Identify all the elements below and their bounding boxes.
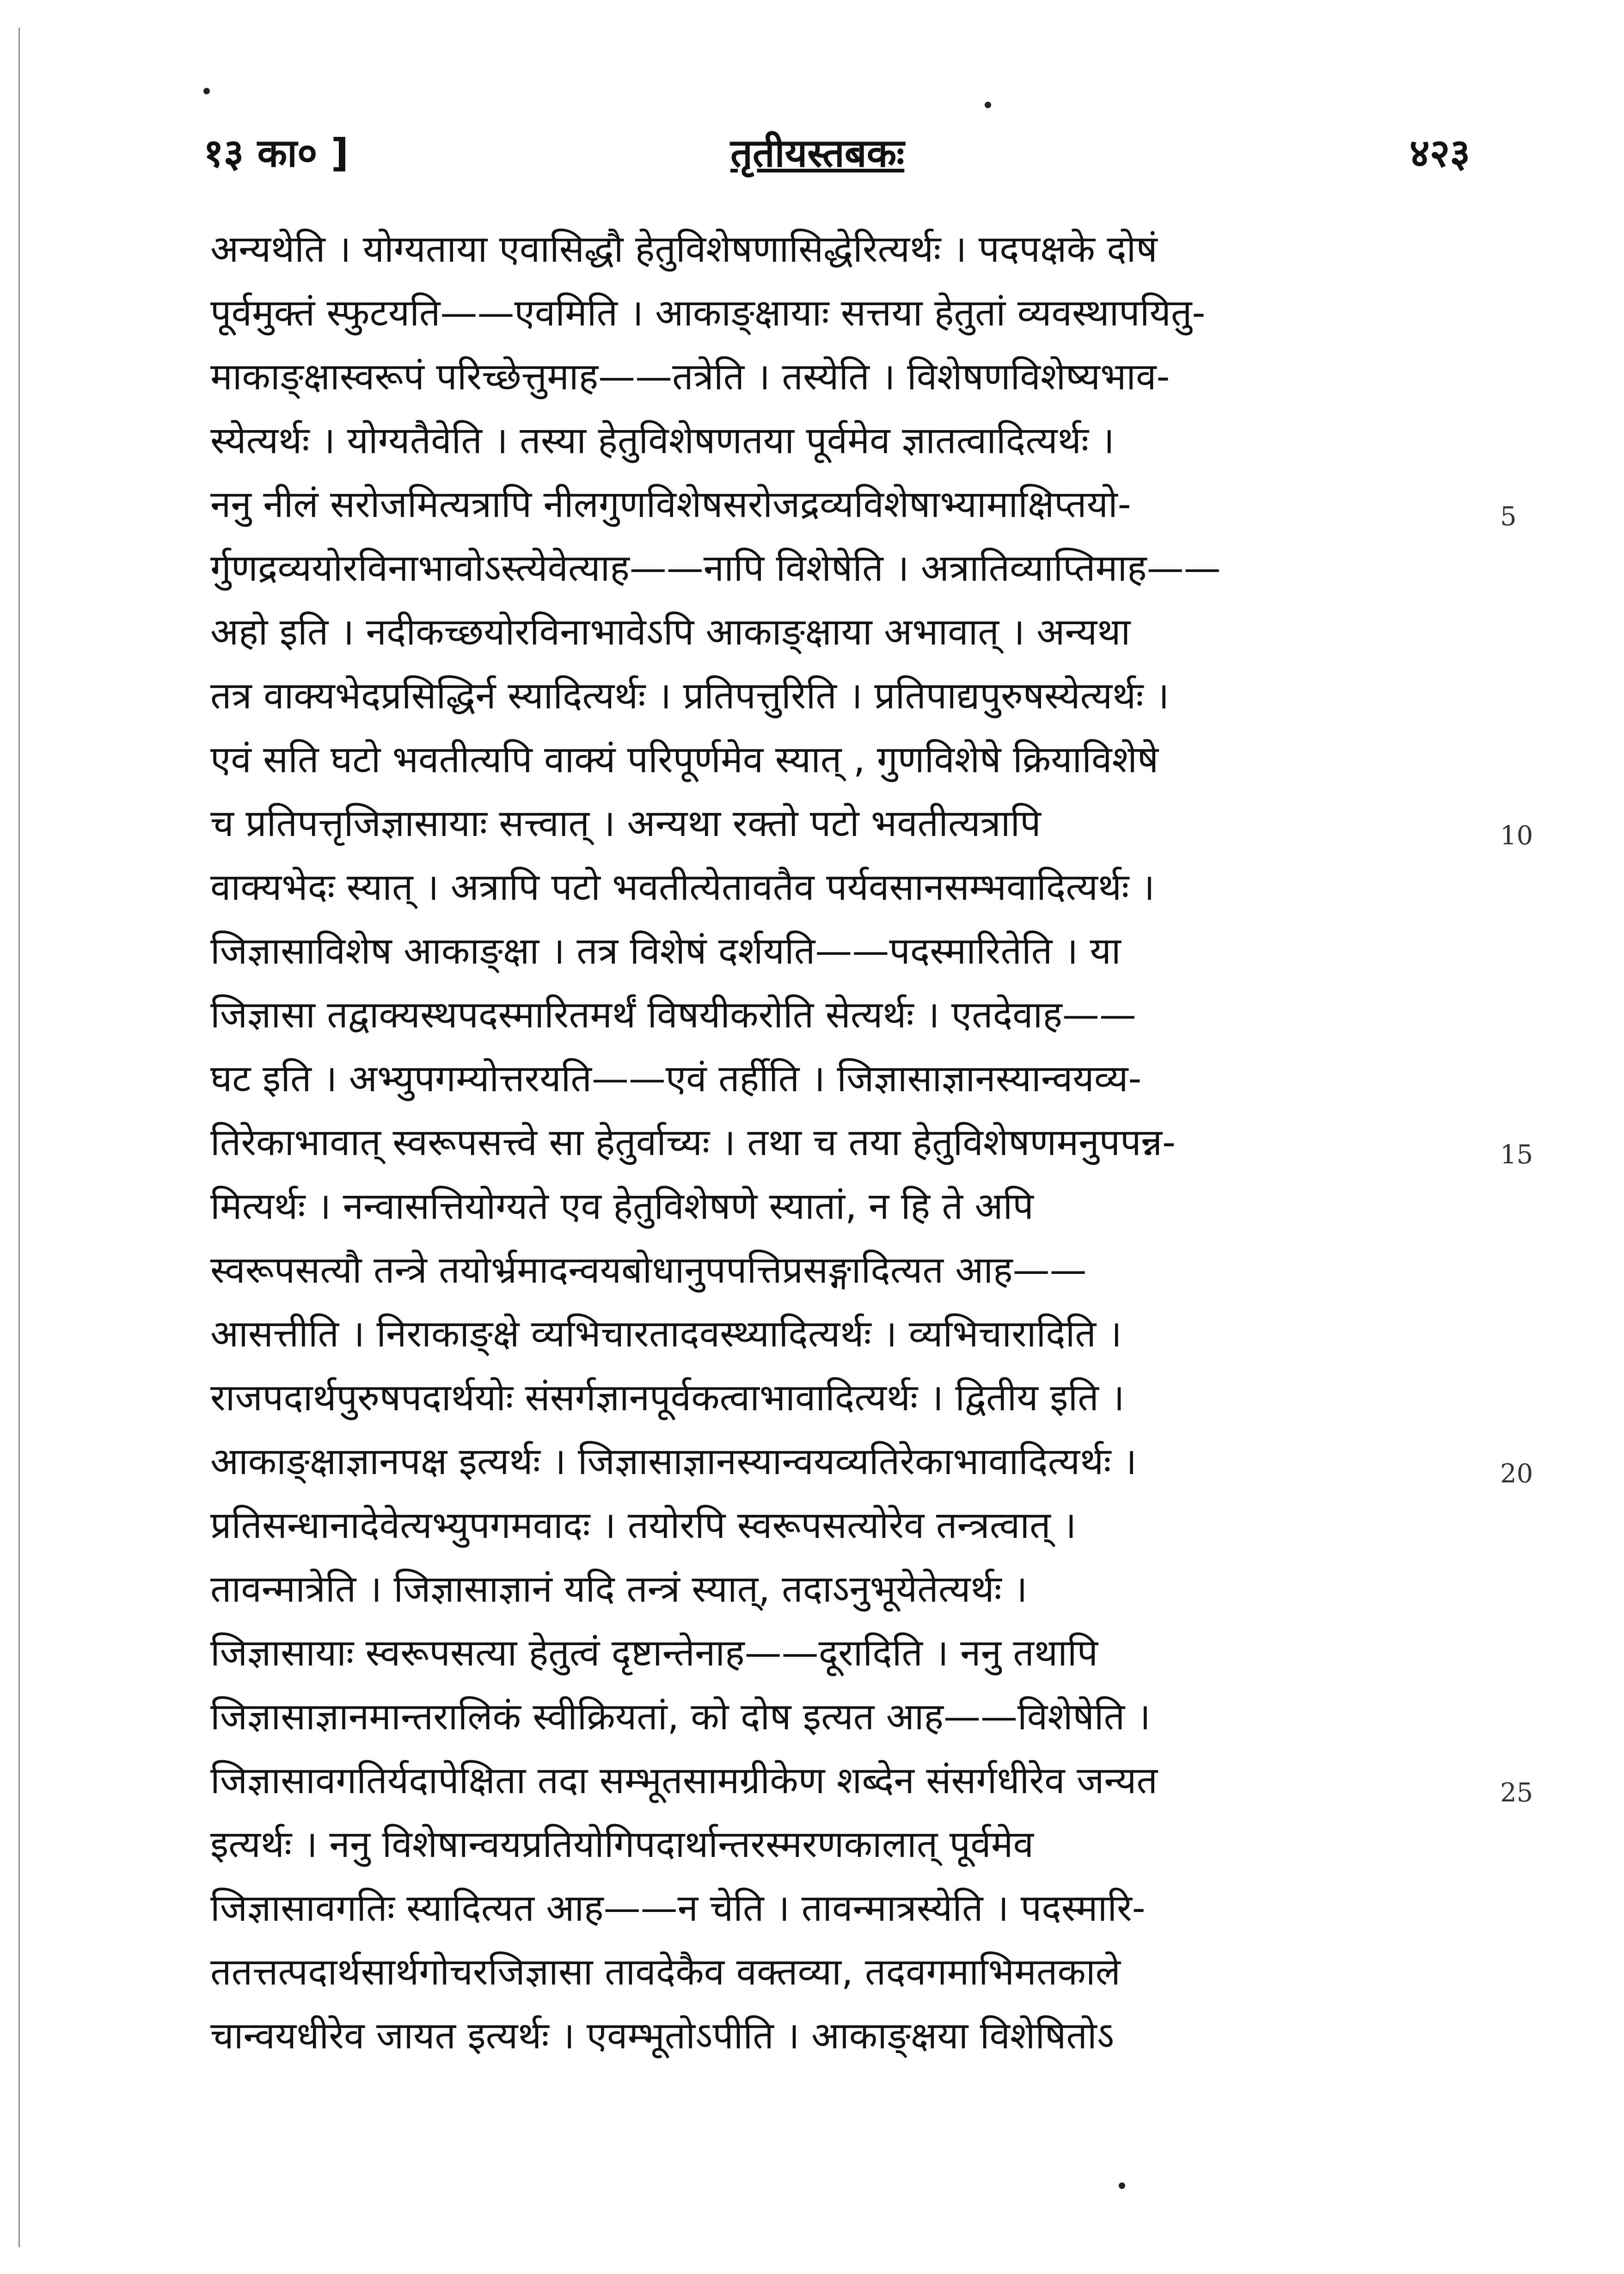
text-line: र्गुणद्रव्ययोरविनाभावोऽस्त्येवेत्याह——नापि विशेषेति । अत्रातिव्याप्तिमाह—— <box>210 547 1221 590</box>
text-line: स्वरूपसत्यौ तन्त्रे तयोर्भ्रमादन्वयबोधानुपपत्तिप्रसङ्गादित्यत आह—— <box>210 1248 1087 1291</box>
text-line: जिज्ञासाविशेष आकाङ्क्षा । तत्र विशेषं दर्शयति——पदस्मारितेति । या <box>210 929 1121 972</box>
text-line: चान्वयधीरेव जायत इत्यर्थः । एवम्भूतोऽपीति । आकाङ्क्षया विशेषितोऽ <box>210 2014 1115 2057</box>
text-line: च प्रतिपत्तृजिज्ञासायाः सत्त्वात् । अन्यथा रक्तो पटो भवतीत्यत्रापि <box>210 802 1041 845</box>
margin-line-number: 20 <box>1500 1459 1533 1489</box>
binding-edge <box>18 28 23 2247</box>
text-line: जिज्ञासा तद्वाक्यस्थपदस्मारितमर्थं विषयीकरोति सेत्यर्थः । एतदेवाह—— <box>210 993 1136 1036</box>
commentary-text <box>210 217 1486 2068</box>
ink-speck <box>203 88 210 94</box>
text-line: मित्यर्थः । नन्वासत्तियोग्यते एव हेतुविशेषणे स्यातां, न हि ते अपि <box>210 1185 1034 1228</box>
header-title: तृतीयस्तबकः <box>730 130 905 176</box>
ink-speck <box>985 102 991 108</box>
text-line: तिरेकाभावात् स्वरूपसत्त्वे सा हेतुर्वाच्यः । तथा च तया हेतुविशेषणमनुपपन्न- <box>210 1121 1176 1164</box>
margin-line-number: 15 <box>1500 1140 1533 1170</box>
text-line: अन्यथेति । योग्यताया एवासिद्धौ हेतुविशेषणासिद्धेरित्यर्थः । पदपक्षके दोषं <box>210 227 1158 270</box>
text-line: पूर्वमुक्तं स्फुटयति——एवमिति । आकाङ्क्षायाः सत्तया हेतुतां व्यवस्थापयितु- <box>210 291 1206 334</box>
page-number: ४२३ <box>1409 130 1470 176</box>
text-line: एवं सति घटो भवतीत्यपि वाक्यं परिपूर्णमेव स्यात् , गुणविशेषे क्रियाविशेषे <box>210 738 1159 781</box>
running-header <box>203 116 1470 180</box>
header-section-ref: १३ का० ] <box>203 130 349 176</box>
text-line: ततत्तत्पदार्थसार्थगोचरजिज्ञासा तावदेकैव वक्तव्या, तदवगमाभिमतकाले <box>210 1950 1121 1993</box>
text-line: आसत्तीति । निराकाङ्क्षे व्यभिचारतादवस्थ्यादित्यर्थः । व्यभिचारादिति । <box>210 1312 1122 1355</box>
text-line: घट इति । अभ्युपगम्योत्तरयति——एवं तर्हीति । जिज्ञासाज्ञानस्यान्वयव्य- <box>210 1057 1142 1100</box>
margin-line-number: 5 <box>1500 502 1517 532</box>
text-line: जिज्ञासाज्ञानमान्तरालिकं स्वीक्रियतां, को दोष इत्यत आह——विशेषेति । <box>210 1695 1151 1738</box>
text-line: तावन्मात्रेति । जिज्ञासाज्ञानं यदि तन्त्रं स्यात्, तदाऽनुभूयेतेत्यर्थः । <box>210 1567 1028 1610</box>
text-line: अहो इति । नदीकच्छयोरविनाभावेऽपि आकाङ्क्षाया अभावात् । अन्यथा <box>210 610 1131 653</box>
text-line: इत्यर्थः । ननु विशेषान्वयप्रतियोगिपदार्थान्तरस्मरणकालात् पूर्वमेव <box>210 1823 1034 1866</box>
text-line: जिज्ञासायाः स्वरूपसत्या हेतुत्वं दृष्टान्तेनाह——दूरादिति । ननु तथापि <box>210 1631 1098 1674</box>
text-line: राजपदार्थपुरुषपदार्थयोः संसर्गज्ञानपूर्वकत्वाभावादित्यर्थः । द्वितीय इति । <box>210 1376 1125 1419</box>
text-line: वाक्यभेदः स्यात् । अत्रापि पटो भवतीत्येतावतैव पर्यवसानसम्भवादित्यर्थः । <box>210 866 1155 909</box>
margin-line-number: 10 <box>1500 821 1533 851</box>
text-line: प्रतिसन्धानादेवेत्यभ्युपगमवादः । तयोरपि स्वरूपसत्योरेव तन्त्रत्वात् । <box>210 1504 1077 1547</box>
margin-line-number: 25 <box>1500 1778 1533 1808</box>
ink-speck <box>1119 2182 1125 2189</box>
text-line: आकाङ्क्षाज्ञानपक्ष इत्यर्थः । जिज्ञासाज्ञानस्यान्वयव्यतिरेकाभावादित्यर्थः । <box>210 1440 1137 1483</box>
text-line: जिज्ञासावगतिः स्यादित्यत आह——न चेति । तावन्मात्रस्येति । पदस्मारि- <box>210 1887 1146 1930</box>
text-line: स्येत्यर्थः । योग्यतैवेति । तस्या हेतुविशेषणतया पूर्वमेव ज्ञातत्वादित्यर्थः । <box>210 419 1115 462</box>
text-line: तत्र वाक्यभेदप्रसिद्धिर्न स्यादित्यर्थः । प्रतिपत्तुरिति । प्रतिपाद्यपुरुषस्येत्यर्थः । <box>210 674 1170 717</box>
text-line: माकाङ्क्षास्वरूपं परिच्छेत्तुमाह——तत्रेति । तस्येति । विशेषणविशेष्यभाव- <box>210 355 1170 398</box>
text-line: ननु नीलं सरोजमित्यत्रापि नीलगुणविशेषसरोजद्रव्यविशेषाभ्यामाक्षिप्तयो- <box>210 483 1131 526</box>
text-line: जिज्ञासावगतिर्यदापेक्षिता तदा सम्भूतसामग्रीकेण शब्देन संसर्गधीरेव जन्यत <box>210 1759 1158 1802</box>
